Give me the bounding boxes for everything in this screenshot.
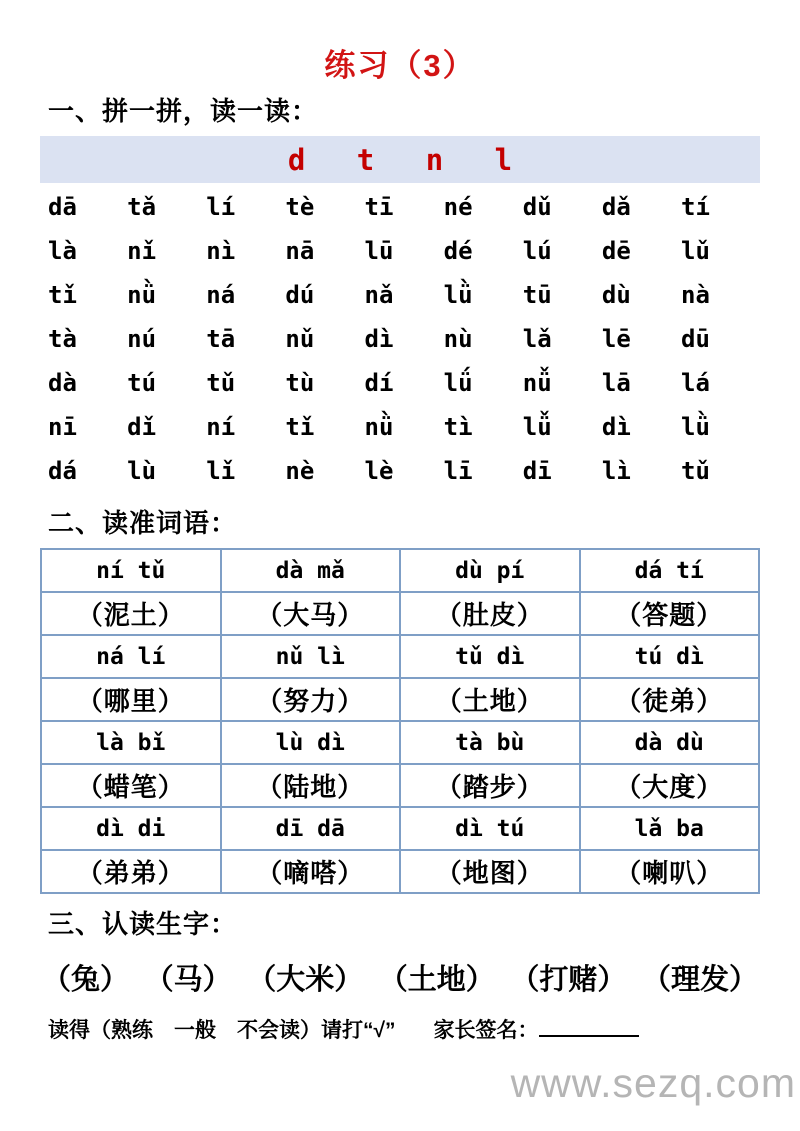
- pinyin-syllable: né: [443, 193, 473, 221]
- pinyin-syllable: lì: [601, 457, 631, 485]
- section1-heading: 一、拼一拼，读一读：: [48, 96, 319, 126]
- pinyin-row: [48, 273, 710, 317]
- word-pinyin-cell: là bǐ: [41, 721, 221, 764]
- character-item: （兔）: [42, 964, 130, 996]
- pinyin-syllable: nǔ: [285, 325, 315, 353]
- word-pinyin-cell: dī dā: [221, 807, 401, 850]
- pinyin-syllable: dú: [285, 281, 315, 309]
- word-pinyin-cell: ná lí: [41, 635, 221, 678]
- pinyin-syllable: nǚ: [522, 369, 552, 397]
- word-pinyin-cell: tú dì: [580, 635, 760, 678]
- character-item: （打赌）: [510, 964, 627, 996]
- word-hanzi-cell: （努力）: [221, 678, 401, 721]
- word-pinyin-cell: tǔ dì: [400, 635, 580, 678]
- words-table-row: [41, 549, 759, 592]
- pinyin-row: [48, 361, 710, 405]
- pinyin-syllable: nú: [127, 325, 157, 353]
- pinyin-syllable: nù: [443, 325, 473, 353]
- word-hanzi-cell: （肚皮）: [400, 592, 580, 635]
- word-hanzi-cell: （陆地）: [221, 764, 401, 807]
- section3-heading: 三、认读生字：: [48, 909, 238, 939]
- word-pinyin-cell: dà dù: [580, 721, 760, 764]
- word-hanzi-cell: （徒弟）: [580, 678, 760, 721]
- word-hanzi-cell: （土地）: [400, 678, 580, 721]
- word-hanzi-cell: （大度）: [580, 764, 760, 807]
- pinyin-syllable: lá: [681, 369, 710, 397]
- pinyin-syllable: tì: [443, 413, 473, 441]
- pinyin-syllable: nì: [206, 237, 236, 265]
- pinyin-syllable: dì: [364, 325, 394, 353]
- pinyin-syllable: lǚ: [522, 413, 552, 441]
- pinyin-syllable: dǐ: [127, 413, 157, 441]
- pinyin-syllable: là: [48, 237, 77, 265]
- pinyin-syllable: dǎ: [601, 193, 631, 221]
- pinyin-syllable: lī: [443, 457, 473, 485]
- pinyin-syllable: lǘ: [443, 369, 473, 397]
- worksheet-title: 练习（3）: [324, 48, 476, 83]
- word-pinyin-cell: lù dì: [221, 721, 401, 764]
- pinyin-syllable: tù: [285, 369, 315, 397]
- pinyin-syllable: lē: [601, 325, 631, 353]
- pinyin-syllable: tā: [206, 325, 236, 353]
- characters-row: [40, 949, 760, 1000]
- word-hanzi-cell: （弟弟）: [41, 850, 221, 893]
- pinyin-syllable: nī: [48, 413, 77, 441]
- pinyin-syllable: lú: [522, 237, 552, 265]
- words-table-body: [41, 549, 759, 893]
- pinyin-syllable: dí: [364, 369, 394, 397]
- section2-heading: 二、读准词语：: [48, 508, 238, 538]
- pinyin-syllable: lǜ: [443, 281, 473, 309]
- words-table-row: [41, 850, 759, 893]
- word-pinyin-cell: tà bù: [400, 721, 580, 764]
- word-pinyin-cell: lǎ ba: [580, 807, 760, 850]
- word-pinyin-cell: nǔ lì: [221, 635, 401, 678]
- pinyin-syllable: tī: [364, 193, 394, 221]
- pinyin-syllable: lù: [127, 457, 157, 485]
- words-table-row: [41, 807, 759, 850]
- grading-note-line: [40, 1014, 760, 1044]
- words-table-row: [41, 678, 759, 721]
- pinyin-row: [48, 449, 710, 493]
- pinyin-syllable: nà: [681, 281, 710, 309]
- grading-note: 读得（熟练 一般 不会读）请打“√”: [48, 1019, 396, 1042]
- pinyin-syllable: nǎ: [364, 281, 394, 309]
- words-table-row: [41, 635, 759, 678]
- word-pinyin-cell: dù pí: [400, 549, 580, 592]
- word-hanzi-cell: （哪里）: [41, 678, 221, 721]
- pinyin-syllable: dǔ: [522, 193, 552, 221]
- pinyin-syllable: tǐ: [48, 281, 77, 309]
- word-hanzi-cell: （嘀嗒）: [221, 850, 401, 893]
- pinyin-syllable: nā: [285, 237, 315, 265]
- pinyin-syllable: tí: [681, 193, 710, 221]
- words-table-row: [41, 764, 759, 807]
- character-item: （马）: [144, 964, 232, 996]
- word-pinyin-cell: ní tǔ: [41, 549, 221, 592]
- word-hanzi-cell: （蜡笔）: [41, 764, 221, 807]
- pinyin-syllable: dī: [522, 457, 552, 485]
- word-hanzi-cell: （喇叭）: [580, 850, 760, 893]
- character-item: （土地）: [378, 964, 495, 996]
- pinyin-syllable: dù: [601, 281, 631, 309]
- pinyin-syllable: tà: [48, 325, 77, 353]
- pinyin-syllable: dà: [48, 369, 77, 397]
- pinyin-syllable: tū: [522, 281, 552, 309]
- words-table-row: [41, 592, 759, 635]
- pinyin-syllable: lí: [206, 193, 236, 221]
- character-item: （大米）: [247, 964, 364, 996]
- pinyin-syllable: tǎ: [127, 193, 157, 221]
- pinyin-row: [48, 405, 710, 449]
- word-hanzi-cell: （踏步）: [400, 764, 580, 807]
- pinyin-row: [48, 317, 710, 361]
- pinyin-syllable: lǔ: [681, 237, 710, 265]
- pinyin-row: [48, 185, 710, 229]
- pinyin-syllable: dā: [48, 193, 77, 221]
- words-table: [40, 548, 760, 894]
- word-hanzi-cell: （地图）: [400, 850, 580, 893]
- pinyin-syllable: dé: [443, 237, 473, 265]
- parent-signature-label: 家长签名：: [433, 1019, 539, 1042]
- word-pinyin-cell: dà mǎ: [221, 549, 401, 592]
- pinyin-syllable: lū: [364, 237, 394, 265]
- pinyin-syllable: nǐ: [127, 237, 157, 265]
- pinyin-syllable: dá: [48, 457, 77, 485]
- pinyin-syllable: tǔ: [681, 457, 710, 485]
- pinyin-row: [48, 229, 710, 273]
- word-hanzi-cell: （答题）: [580, 592, 760, 635]
- initials-banner: [40, 136, 760, 183]
- word-hanzi-cell: （大马）: [221, 592, 401, 635]
- pinyin-syllable: nǜ: [364, 413, 394, 441]
- pinyin-grid: [40, 183, 760, 497]
- word-pinyin-cell: dá tí: [580, 549, 760, 592]
- word-pinyin-cell: dì tú: [400, 807, 580, 850]
- pinyin-syllable: nǜ: [127, 281, 157, 309]
- pinyin-syllable: ná: [206, 281, 236, 309]
- pinyin-syllable: lè: [364, 457, 394, 485]
- signature-line: [539, 1021, 639, 1037]
- pinyin-syllable: nè: [285, 457, 315, 485]
- pinyin-syllable: ní: [206, 413, 236, 441]
- words-table-row: [41, 721, 759, 764]
- pinyin-syllable: tǔ: [206, 369, 236, 397]
- pinyin-syllable: dē: [601, 237, 631, 265]
- pinyin-syllable: dì: [601, 413, 631, 441]
- pinyin-syllable: lǎ: [522, 325, 552, 353]
- pinyin-syllable: tè: [285, 193, 315, 221]
- pinyin-syllable: tǐ: [285, 413, 315, 441]
- word-hanzi-cell: （泥土）: [41, 592, 221, 635]
- banner-letters: d t n l: [287, 142, 513, 177]
- pinyin-syllable: tú: [127, 369, 157, 397]
- watermark: www.sezq.com: [510, 1060, 796, 1106]
- character-item: （理发）: [641, 964, 758, 996]
- pinyin-syllable: lā: [601, 369, 631, 397]
- pinyin-syllable: lǜ: [681, 413, 710, 441]
- pinyin-syllable: lǐ: [206, 457, 236, 485]
- pinyin-syllable: dū: [681, 325, 710, 353]
- word-pinyin-cell: dì di: [41, 807, 221, 850]
